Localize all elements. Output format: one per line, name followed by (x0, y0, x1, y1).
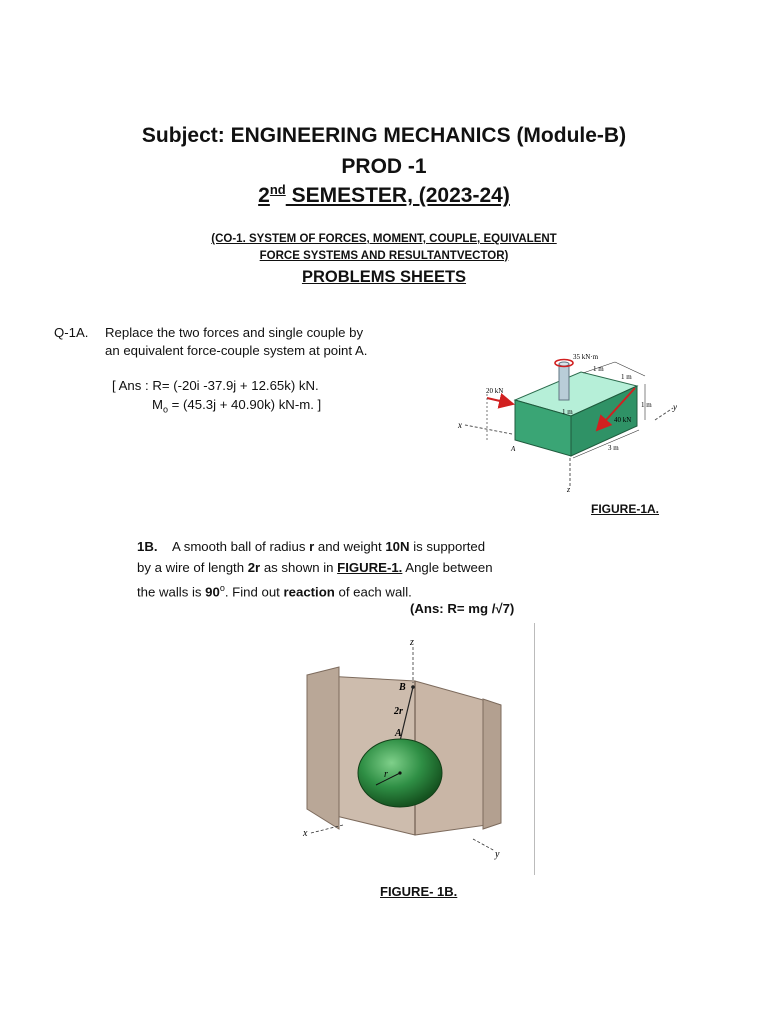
q1b-text-line-1: A smooth ball of radius r and weight 10N is supported (172, 539, 486, 554)
figure-1a-diagram (455, 348, 685, 496)
force-20kn-label: 20 kN (486, 387, 504, 395)
dim-side-label: 1 m (641, 401, 652, 409)
post (559, 364, 569, 400)
subject-title: Subject: ENGINEERING MECHANICS (Module-B) (141, 124, 627, 147)
q1a-answer-m: $M_o = (45.3j + 40.90k)$ kN-m. ] (152, 397, 322, 415)
divider (534, 623, 535, 875)
axis-x-label-1b: x (303, 828, 308, 839)
q1b-number: 1B. (137, 539, 158, 554)
axis-x-label: x (458, 420, 462, 430)
q1b-text-line-3: the walls is 90$^o$. Find out reaction of each wall. (137, 583, 412, 600)
q1b-answer: (Ans: R= mg /√7) (410, 601, 515, 616)
force-40kn-label: 40 kN (614, 416, 632, 424)
semester-rest: SEMESTER, (2023-24) (285, 184, 510, 207)
point-a-label: A (511, 445, 516, 453)
axis-z-label-1b: z (410, 637, 414, 648)
prod-title: PROD -1 (341, 155, 427, 178)
q1a-text-line-1: Replace the two forces and single couple by (105, 325, 364, 340)
q1b-text-line-2: by a wire of length 2r as shown in FIGURE-1. Angle between (137, 560, 493, 575)
co-line-1: (CO-1. SYSTEM OF FORCES, MOMENT, COUPLE, EQUIVALENT (211, 233, 557, 245)
semester-title (0, 184, 768, 208)
dim-inner-label: 1 m (562, 408, 573, 416)
force-20kn-arrow (487, 398, 513, 404)
dim-bottom-label: 3 m (608, 444, 619, 452)
problems-sheets-title: PROBLEMS SHEETS (301, 268, 467, 286)
axis-y-label: y (673, 402, 677, 412)
figure-1b-diagram (283, 633, 533, 875)
q1a-text-line-2: an equivalent force-couple system at point A. (105, 343, 368, 358)
dim-top2-label: 1 m (621, 373, 632, 381)
moment-label: 35 kN·m (573, 353, 599, 361)
figure-1a-caption: FIGURE-1A. (591, 502, 660, 516)
length-2r-label: 2r (394, 706, 403, 717)
radius-label: r (384, 769, 388, 780)
point-a-label-1b: A (395, 728, 402, 739)
semester-sup: nd (269, 182, 286, 197)
figure-1b-caption: FIGURE- 1B. (380, 884, 458, 899)
semester-num: 2 (258, 184, 270, 207)
q1a-number: Q-1A. (54, 325, 89, 340)
dim-top1-label: 1 m (593, 365, 604, 373)
point-b-label: B (399, 682, 406, 693)
axis-y-label-1b: y (495, 849, 500, 860)
axis-z-label: z (567, 485, 571, 494)
co-line-2: FORCE SYSTEMS AND RESULTANTVECTOR) (259, 250, 509, 262)
q1a-answer-r: [ Ans : R= (-20i -37.9j + 12.65k) kN. (112, 378, 319, 393)
